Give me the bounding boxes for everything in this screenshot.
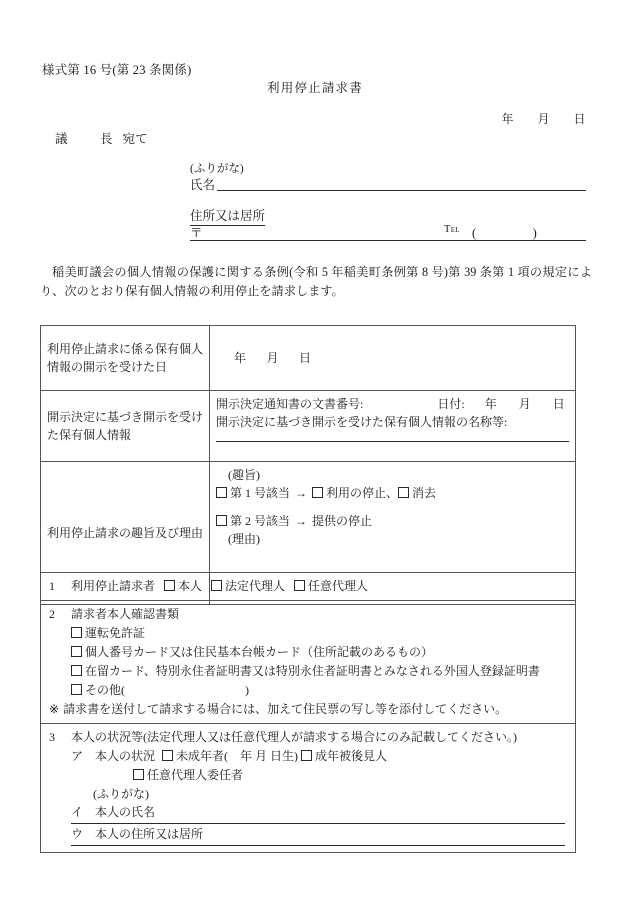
item-i-label: 本人の氏名	[95, 805, 156, 820]
item-u-mark: ウ	[71, 827, 84, 842]
address-field-row	[190, 224, 586, 241]
form-number: 様式第 16 号(第 23 条関係)	[42, 63, 192, 77]
section1-number: 1	[49, 579, 55, 593]
item-u-label: 本人の住所又は居所	[95, 827, 204, 842]
table-row	[41, 573, 576, 601]
arrow-icon: →	[295, 486, 308, 500]
row3-riyu-heading: (理由)	[228, 532, 260, 546]
row2-line1	[216, 395, 569, 413]
section2-option-row	[49, 624, 567, 643]
section3-furigana-label: (ふりがな)	[93, 786, 149, 801]
section-3	[41, 723, 576, 853]
row2-line2: 開示決定に基づき開示を受けた保有個人情報の名称等:	[216, 415, 508, 429]
section2-number: 2	[49, 606, 55, 621]
main-form-table	[40, 325, 576, 605]
page-title: 利用停止請求書	[267, 81, 363, 95]
row2-date-label: 日付:	[437, 397, 465, 411]
row3-shushi-heading: (趣旨)	[228, 468, 260, 482]
date-month-label: 月	[537, 112, 550, 126]
checkbox-icon[interactable]	[301, 750, 312, 761]
section3-item-a-option3-row	[49, 766, 567, 785]
section1-option-1: 法定代理人	[225, 579, 286, 593]
tel-paren: ( )	[472, 226, 559, 240]
section-2	[41, 600, 576, 723]
row1-day: 日	[299, 351, 312, 365]
row3-item1-opt1: 利用の停止、	[326, 486, 399, 500]
section1-option-0: 本人	[178, 579, 203, 593]
section3-item-u[interactable]	[49, 825, 567, 846]
checkbox-icon[interactable]	[71, 684, 82, 695]
section1-title: 利用停止請求者	[71, 579, 156, 593]
checkbox-icon[interactable]	[162, 750, 173, 761]
section3-heading	[49, 728, 567, 747]
checkbox-icon[interactable]	[216, 487, 227, 498]
row1-label: 利用停止請求に係る保有個人情報の開示を受けた日	[41, 326, 210, 391]
section2-option-2: 在留カード、特別永住者証明書又は特別永住者証明書とみなされる外国人登録証明書	[85, 663, 540, 678]
checkbox-icon[interactable]	[71, 646, 82, 657]
note-mark-icon: ※	[49, 701, 60, 716]
address-label: 住所又は居所	[190, 206, 265, 226]
row1-value[interactable]	[210, 326, 576, 391]
checkbox-icon[interactable]	[164, 580, 175, 591]
row3-item1-opt2: 消去	[412, 486, 437, 500]
section2-option-3: その他( )	[85, 682, 249, 697]
date-day-label: 日	[573, 112, 586, 126]
intro-line-2: より、次のとおり保有個人情報の利用停止を請求します。	[40, 265, 592, 298]
row3-item1-prefix: 第 1 号該当	[230, 486, 291, 500]
item-a-mark: ア	[71, 748, 84, 763]
row2-label: 開示決定に基づき開示を受けた保有個人情報	[41, 391, 210, 462]
item-a-option-2: 成年被後見人	[315, 748, 388, 763]
postal-mark-icon: 〒	[190, 226, 203, 240]
addressee-suffix: 宛て	[122, 132, 148, 146]
section3-item-a	[49, 747, 567, 766]
checkbox-icon[interactable]	[71, 627, 82, 638]
item-a-label: 本人の状況	[95, 748, 156, 763]
section1-option-2: 任意代理人	[308, 579, 369, 593]
section2-option-1: 個人番号カード又は住民基本台帳カード（住所記載のあるもの）	[85, 644, 434, 659]
item-a-option-1: 未成年者( 年 月 日生)	[176, 748, 299, 763]
checkbox-icon[interactable]	[398, 487, 409, 498]
item-i-mark: イ	[71, 805, 84, 820]
row3-item-1	[216, 484, 569, 502]
section3-number: 3	[49, 729, 55, 744]
section2-note-text: 請求書を送付して請求する場合には、加えて住民票の写し等を添付してください。	[63, 701, 508, 716]
checkbox-icon[interactable]	[211, 580, 222, 591]
table-row	[41, 600, 576, 723]
name-input-rule[interactable]	[217, 190, 586, 191]
section2-option-row	[49, 662, 567, 681]
addressee	[55, 129, 148, 147]
row1-year: 年	[234, 351, 247, 365]
name-label: 氏名	[190, 178, 216, 192]
section2-option-row	[49, 643, 567, 662]
row1-month: 月	[266, 351, 280, 365]
date-line	[501, 110, 586, 127]
row2-day: 日	[552, 397, 565, 411]
furigana-label: (ふりがな)	[190, 163, 244, 175]
checkbox-icon[interactable]	[294, 580, 305, 591]
intro-paragraph	[40, 263, 592, 301]
arrow-icon: →	[295, 514, 308, 528]
row2-month: 月	[518, 397, 531, 411]
row2-docnum-label: 開示決定通知書の文書番号:	[216, 397, 364, 411]
date-year-label: 年	[501, 112, 514, 126]
addressee-title: 議 長	[55, 132, 123, 146]
section2-title: 請求者本人確認書類	[71, 606, 180, 621]
checkbox-icon[interactable]	[133, 769, 144, 780]
table-row	[41, 391, 576, 462]
table-row	[41, 326, 576, 391]
name-field-row	[190, 175, 586, 191]
row3-item-2	[216, 512, 569, 530]
section3-title: 本人の状況等(法定代理人又は任意代理人が請求する場合にのみ記載してください。)	[71, 729, 517, 744]
section2-option-0: 運転免許証	[85, 625, 146, 640]
row3-spacer	[216, 502, 569, 512]
row1-date-blanks	[216, 351, 332, 365]
checkbox-icon[interactable]	[216, 515, 227, 526]
row2-value[interactable]	[210, 391, 576, 462]
row3-item2-prefix: 第 2 号該当	[230, 514, 291, 528]
item-a-option-3: 任意代理人委任者	[147, 767, 244, 782]
address-input-rule[interactable]	[190, 240, 586, 241]
intro-line-1: 稲美町議会の個人情報の保護に関する条例(令和 5 年稲美町条例第 8 号)第 39 条第 1 項の規定に	[52, 265, 580, 279]
checkbox-icon[interactable]	[312, 487, 323, 498]
section2-note	[49, 700, 567, 719]
section2-heading	[49, 605, 567, 624]
row3-label: 利用停止請求の趣旨及び理由	[41, 462, 210, 605]
section3-item-i[interactable]	[49, 803, 567, 824]
checkbox-icon[interactable]	[71, 665, 82, 676]
confirmation-table	[40, 572, 576, 853]
section-1	[41, 573, 576, 601]
section2-option-row	[49, 681, 567, 700]
table-row	[41, 723, 576, 853]
row2-year: 年	[484, 397, 497, 411]
row2-write-rule[interactable]	[216, 440, 569, 442]
tel-label: Tel	[444, 224, 460, 235]
row3-item2-text: 提供の停止	[312, 514, 373, 528]
